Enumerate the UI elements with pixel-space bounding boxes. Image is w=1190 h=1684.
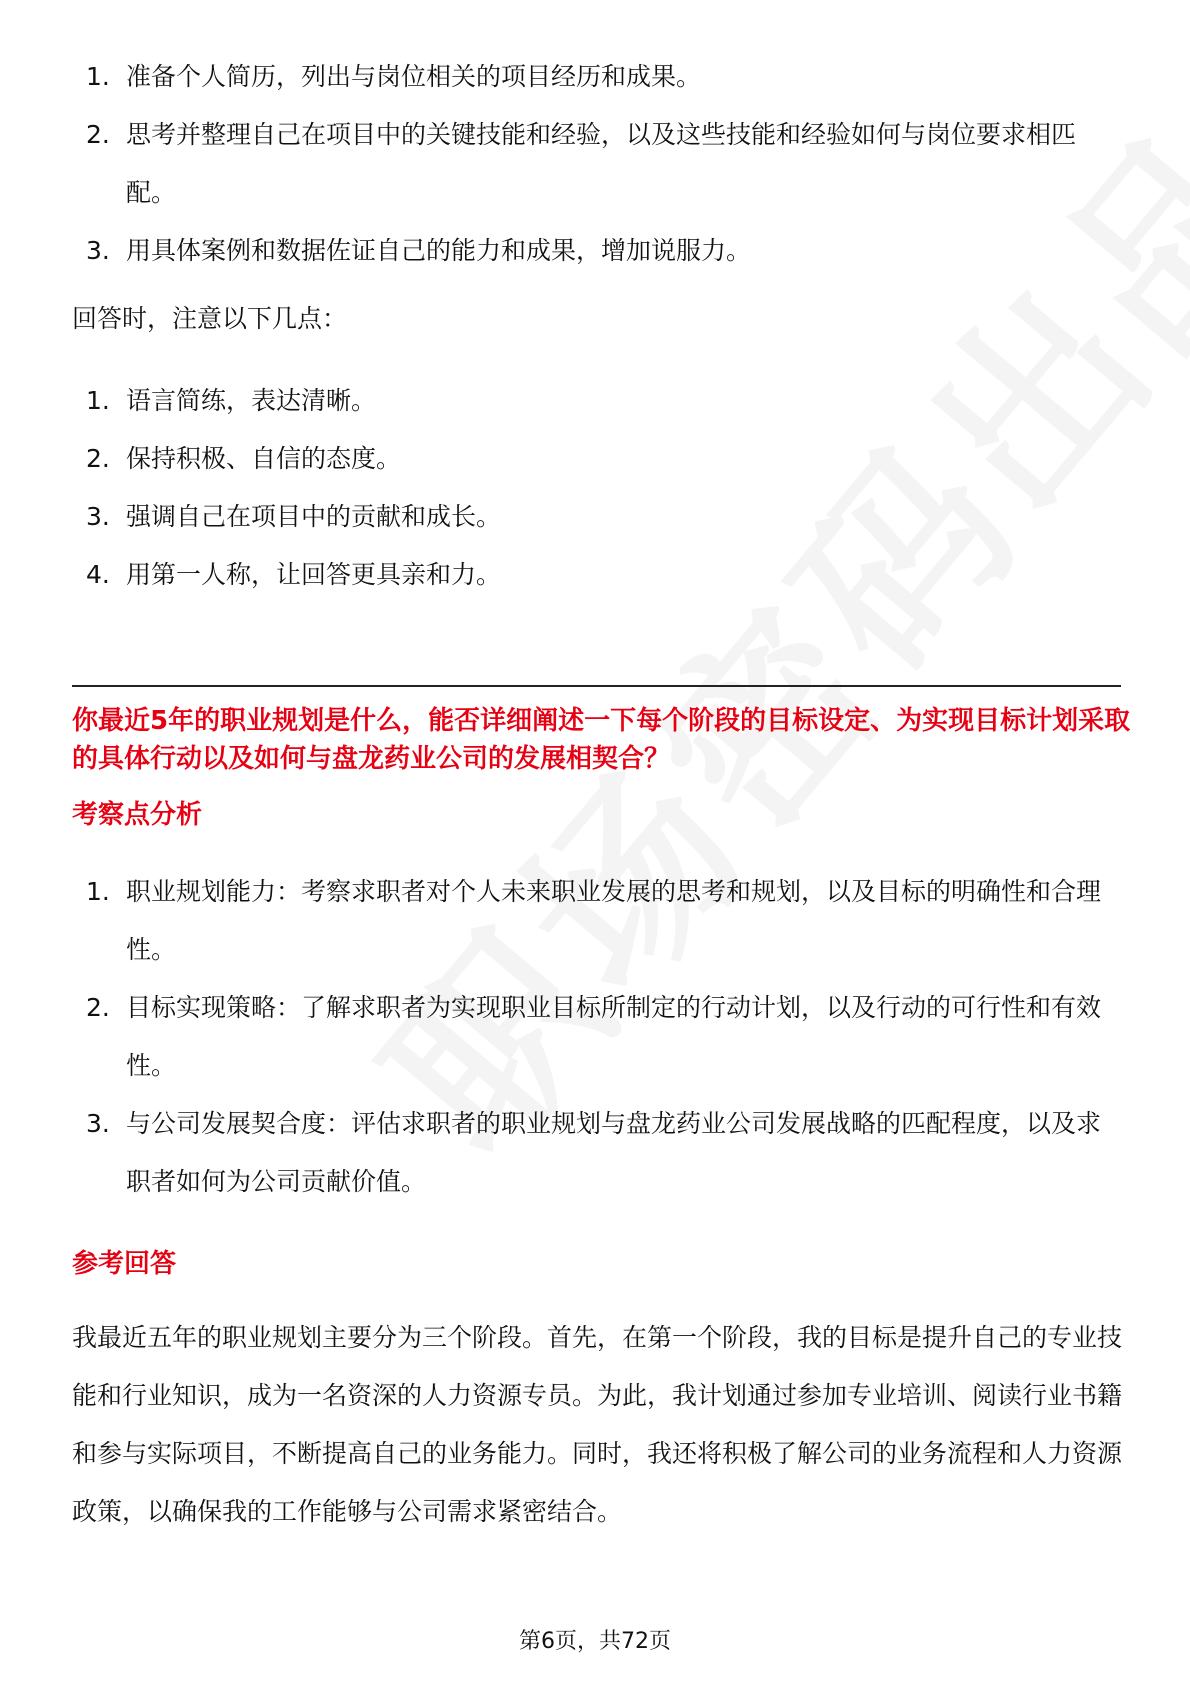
list-item (72, 1095, 1122, 1211)
list-text: 职业规划能力：考察求职者对个人未来职业发展的思考和规划，以及目标的明确性和合理性。 (126, 877, 1102, 964)
list-text: 用第一人称，让回答更具亲和力。 (126, 560, 502, 589)
list-text: 保持积极、自信的态度。 (126, 444, 402, 473)
section-divider (72, 685, 1121, 687)
list-item (72, 488, 1122, 546)
page-footer: 第6页，共72页 (519, 1629, 671, 1654)
list-number: 2. (86, 444, 110, 473)
analysis-list (72, 863, 1122, 1211)
list-text: 思考并整理自己在项目中的关键技能和经验，以及这些技能和经验如何与岗位要求相匹配。 (126, 120, 1077, 207)
list-number: 1. (86, 62, 110, 91)
list-text: 用具体案例和数据佐证自己的能力和成果，增加说服力。 (126, 236, 752, 265)
list-number: 3. (86, 502, 110, 531)
list-number: 1. (86, 877, 110, 906)
list-item (72, 222, 1122, 280)
list-number: 2. (86, 993, 110, 1022)
preparation-list (72, 48, 1122, 280)
list-text: 目标实现策略：了解求职者为实现职业目标所制定的行动计划，以及行动的可行性和有效性。 (126, 993, 1102, 1080)
notes-intro: 回答时，注意以下几点： (72, 304, 348, 333)
reference-answer: 我最近五年的职业规划主要分为三个阶段。首先，在第一个阶段，我的目标是提升自己的专业技能和行业知识，成为一名资深的人力资源专员。为此，我计划通过参加专业培训、阅读行业书籍和参与实际项目，不断提高自己的业务能力。同时，我还将积极了解公司的业务流程和人力资源政策，以确保我的工作能够与公司需求紧密结合。 (72, 1323, 1123, 1526)
list-item (72, 546, 1122, 604)
list-item (72, 106, 1122, 222)
question-title: 你最近5年的职业规划是什么，能否详细阐述一下每个阶段的目标设定、为实现目标计划采取的具体行动以及如何与盘龙药业公司的发展相契合？ (72, 706, 1131, 774)
list-text: 强调自己在项目中的贡献和成长。 (126, 502, 502, 531)
list-number: 3. (86, 1109, 110, 1138)
analysis-heading: 考察点分析 (72, 800, 203, 830)
list-number: 3. (86, 236, 110, 265)
notes-list (72, 372, 1122, 604)
list-item (72, 48, 1122, 106)
reference-heading: 参考回答 (72, 1249, 177, 1279)
list-number: 2. (86, 120, 110, 149)
list-text: 准备个人简历，列出与岗位相关的项目经历和成果。 (126, 62, 702, 91)
list-number: 1. (86, 386, 110, 415)
list-item (72, 372, 1122, 430)
list-number: 4. (86, 560, 110, 589)
list-text: 与公司发展契合度：评估求职者的职业规划与盘龙药业公司发展战略的匹配程度，以及求职者如何为公司贡献价值。 (126, 1109, 1102, 1196)
list-item (72, 430, 1122, 488)
list-item (72, 979, 1122, 1095)
list-text: 语言简练，表达清晰。 (126, 386, 377, 415)
list-item (72, 863, 1122, 979)
